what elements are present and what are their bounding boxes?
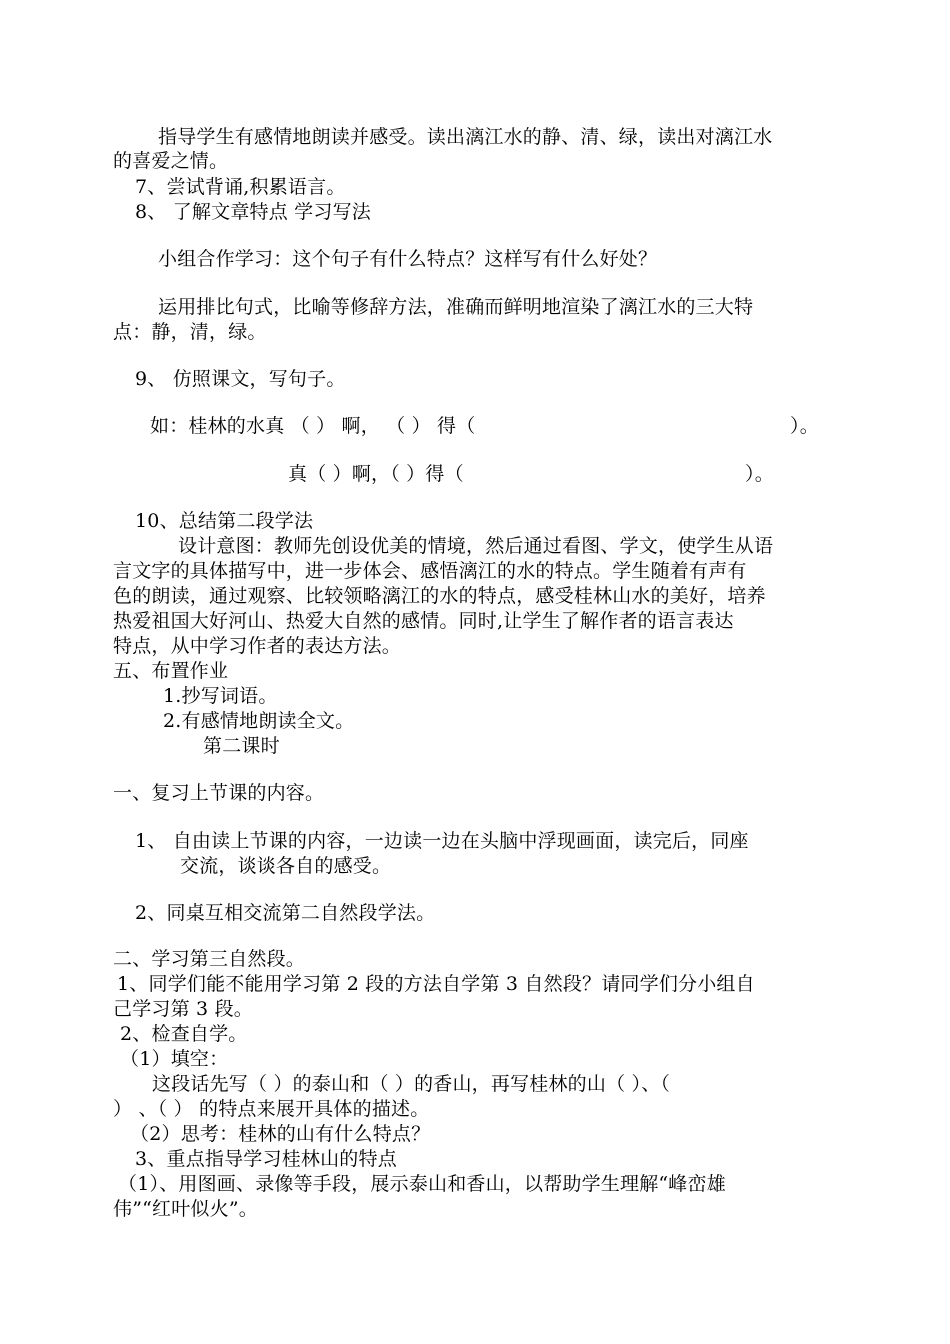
text-line: 小组合作学习：这个句子有什么特点？这样写有什么好处？ bbox=[158, 248, 658, 270]
text-line: 2、检查自学。 bbox=[120, 1023, 248, 1045]
text-line: 伟”“红叶似火”。 bbox=[113, 1198, 258, 1220]
text-line: 特点，从中学习作者的表达方法。 bbox=[113, 635, 402, 657]
text-line: ） 、（ ） 的特点来展开具体的描述。 bbox=[113, 1098, 430, 1120]
text-line: 交流，谈谈各自的感受。 bbox=[180, 855, 392, 877]
text-line: 2.有感情地朗读全文。 bbox=[163, 710, 355, 732]
text-line: 点：静，清，绿。 bbox=[113, 321, 267, 343]
text-line: 如：桂林的水真 （ ） 啊， （ ） 得（ bbox=[150, 415, 476, 437]
text-line: 指导学生有感情地朗读并感受。读出漓江水的静、清、绿，读出对漓江水 bbox=[158, 126, 773, 148]
text-line: 1、同学们能不能用学习第 2 段的方法自学第 3 自然段？请同学们分小组自 bbox=[117, 973, 755, 995]
text-line: 真（ ）啊，（ ）得（ bbox=[288, 463, 464, 485]
text-line: 8、 了解文章特点 学习写法 bbox=[135, 201, 371, 223]
text-line: ）。 bbox=[745, 463, 774, 485]
text-line: 的喜爱之情。 bbox=[113, 150, 229, 172]
text-line: 色的朗读，通过观察、比较领略漓江的水的特点，感受桂林山水的美好，培养 bbox=[113, 585, 766, 607]
text-line: 己学习第 3 段。 bbox=[113, 998, 253, 1020]
text-line: （1）、用图画、录像等手段，展示泰山和香山，以帮助学生理解“峰峦雄 bbox=[118, 1173, 726, 1195]
text-line: 这段话先写（ ）的泰山和（ ）的香山，再写桂林的山（ ）、（ bbox=[152, 1073, 671, 1095]
text-line: 3、重点指导学习桂林山的特点 bbox=[135, 1148, 397, 1170]
text-line: 第二课时 bbox=[203, 735, 280, 757]
text-line: （2）思考：桂林的山有什么特点？ bbox=[130, 1123, 431, 1145]
text-line: 言文字的具体描写中，进一步体会、感悟漓江的水的特点。学生随着有声有 bbox=[113, 560, 747, 582]
text-line: 一、复习上节课的内容。 bbox=[113, 782, 325, 804]
text-line: 2、同桌互相交流第二自然段学法。 bbox=[135, 902, 436, 924]
text-line: 运用排比句式，比喻等修辞方法，准确而鲜明地渲染了漓江水的三大特 bbox=[158, 296, 754, 318]
text-line: 1、 自由读上节课的内容，一边读一边在头脑中浮现画面，读完后，同座 bbox=[135, 830, 749, 852]
text-line: 五、布置作业 bbox=[113, 660, 229, 682]
text-line: ）。 bbox=[790, 415, 819, 437]
text-line: 1.抄写词语。 bbox=[163, 685, 278, 707]
text-line: 设计意图：教师先创设优美的情境，然后通过看图、学文，使学生从语 bbox=[178, 535, 774, 557]
text-line: 9、 仿照课文，写句子。 bbox=[135, 368, 346, 390]
text-line: 二、学习第三自然段。 bbox=[113, 948, 306, 970]
text-line: （1）填空： bbox=[120, 1048, 229, 1070]
text-line: 7、尝试背诵,积累语言。 bbox=[135, 176, 346, 198]
text-line: 10、总结第二段学法 bbox=[135, 510, 314, 532]
text-line: 热爱祖国大好河山、热爱大自然的感情。同时,让学生了解作者的语言表达 bbox=[113, 610, 734, 632]
